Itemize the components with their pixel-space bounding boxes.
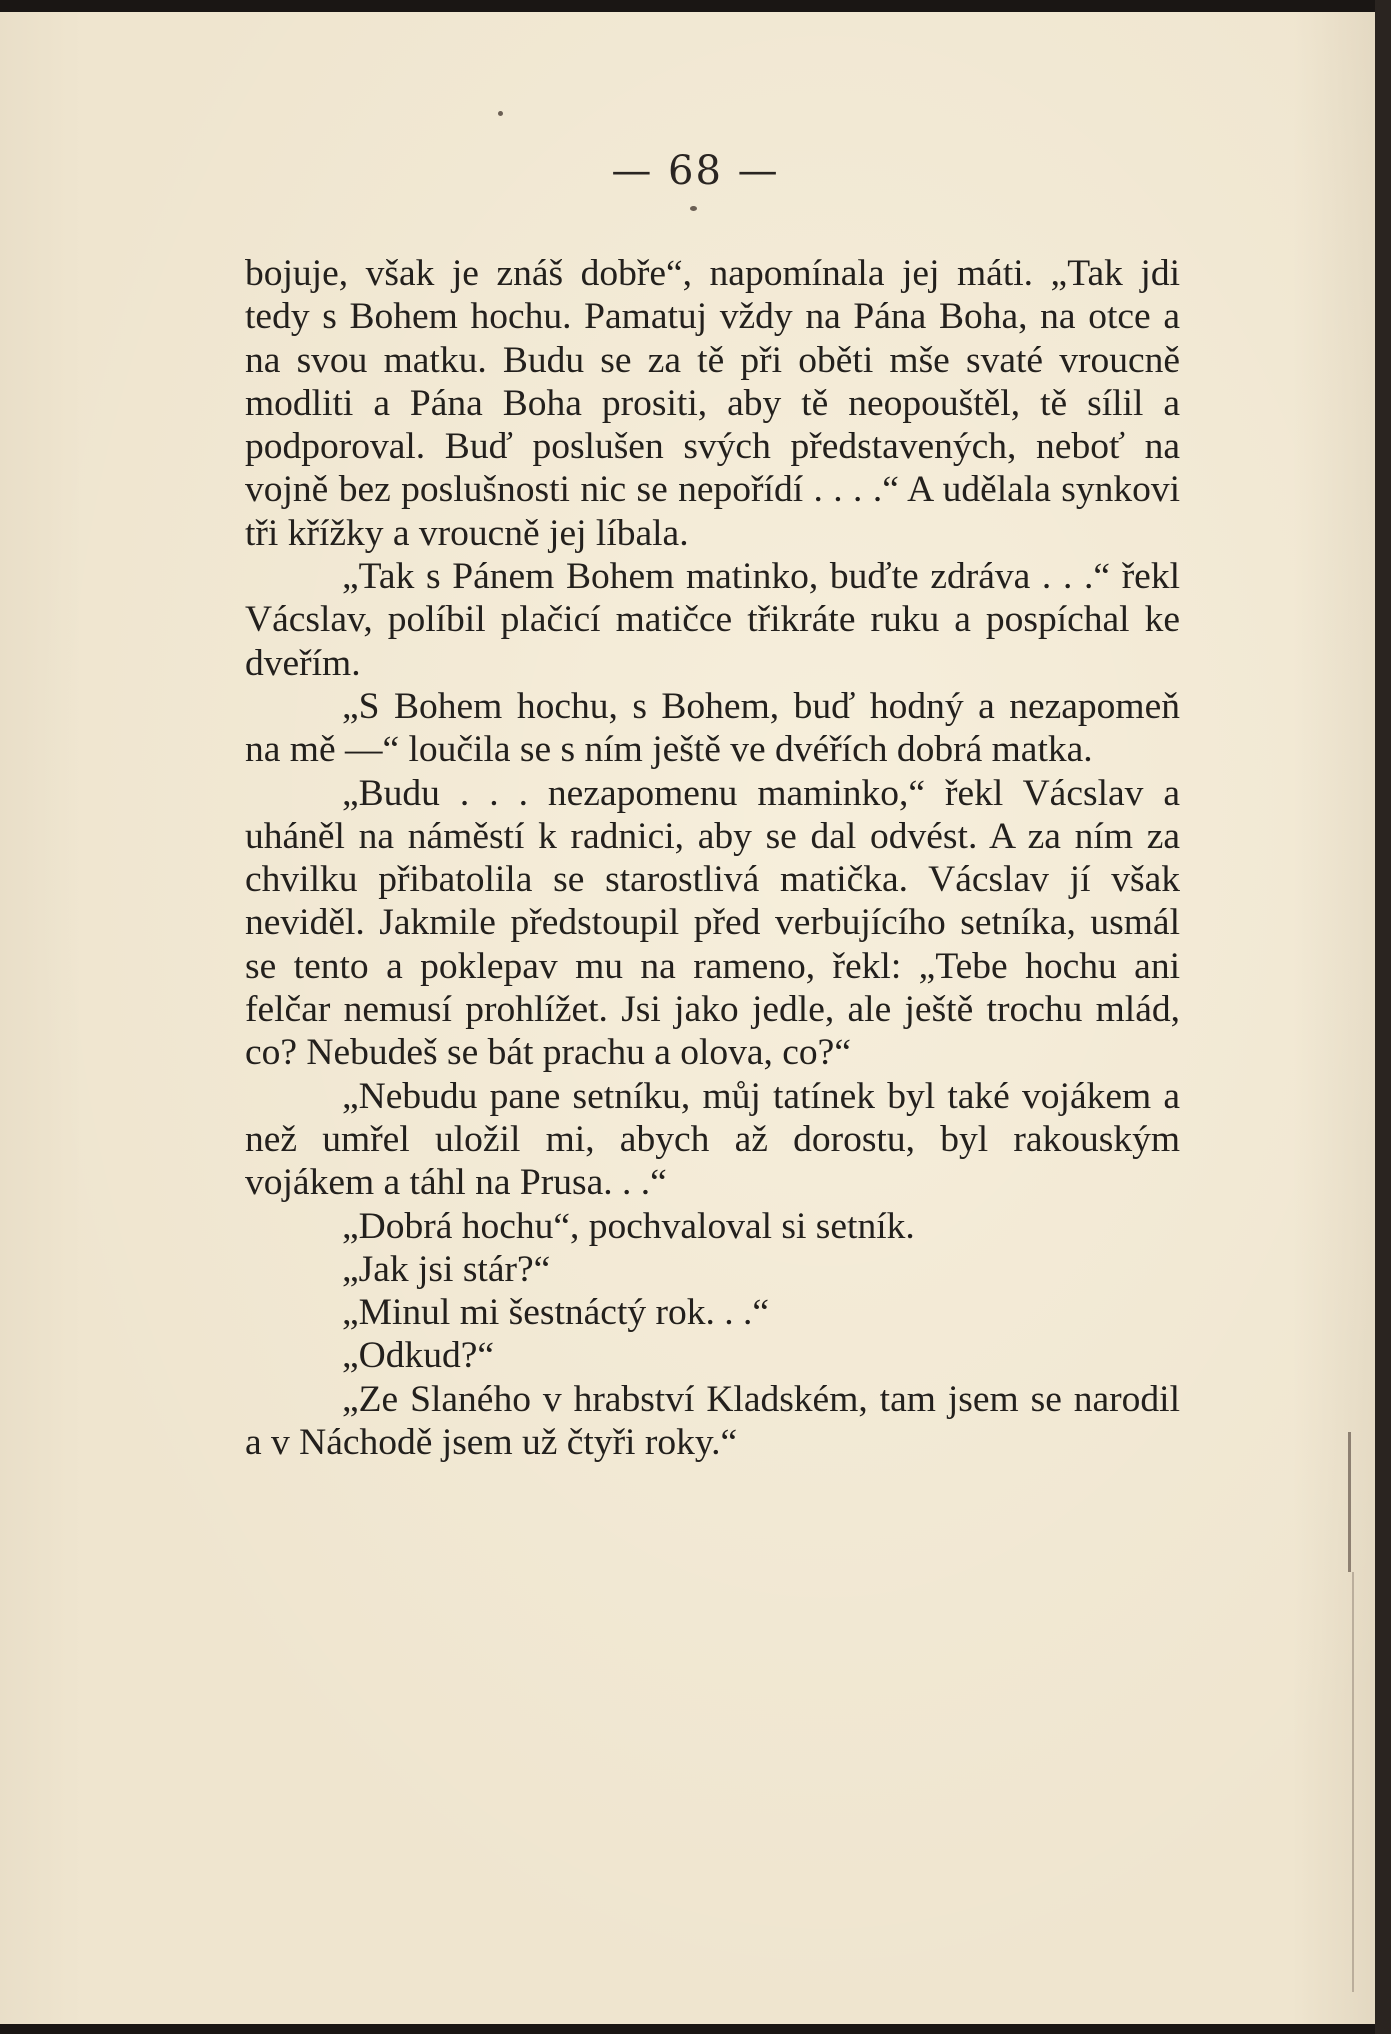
paragraph: „Ze Slaného v hrabství Kladském, tam jsem se narodil a v Náchodě jsem už čtyři roky.“ [245, 1378, 1180, 1464]
paragraph: „Dobrá hochu“, pochvaloval si setník. [342, 1205, 915, 1247]
body-text [245, 252, 1180, 1464]
paragraph: „S Bohem hochu, s Bohem, buď hodný a nezapomeň na mě —“ loučila se s ním ještě ve dvéřích dobrá matka. [245, 685, 1180, 771]
paragraph: „Budu . . . nezapomenu maminko,“ řekl Vácslav a uháněl na náměstí k radnici, aby se dal odvést. A za ním za chvilku přibatolila se starostlivá matička. Vácslav jí však neviděl. Jakmile předstoupil před verbujícího setníka, usmál se tento a poklepav mu na rameno, řekl: „Tebe hochu ani felčar nemusí prohlížet. Jsi jako jedle, ale ještě trochu mlád, co? Nebudeš se bát prachu a olova, co?“ [245, 772, 1180, 1074]
paragraph: „Nebudu pane setníku, můj tatínek byl také vojákem a než umřel uložil mi, abych až dorostu, byl rakouským vojákem a táhl na Prusa. . .“ [245, 1075, 1180, 1204]
page-edge-mark [1348, 1432, 1351, 1572]
ink-speck [498, 111, 503, 116]
paragraph: „Minul mi šestnáctý rok. . .“ [342, 1292, 770, 1334]
page-edge-mark [1352, 1572, 1354, 1992]
paragraph: „Tak s Pánem Bohem matinko, buďte zdráva . . .“ řekl Vácslav, políbil plačicí matičce třikráte ruku a pospíchal ke dveřím. [245, 556, 1180, 684]
paragraph: „Jak jsi stár?“ [342, 1248, 551, 1290]
ink-speck [690, 206, 697, 211]
paragraph: bojuje, však je znáš dobře“, napomínala jej máti. „Tak jdi tedy s Bohem hochu. Pamatuj vždy na Pána Boha, na otce a na svou matku. Budu se za tě při oběti mše svaté vroucně modliti a Pána Boha prositi, aby tě neopouštěl, tě sílil a podporoval. Buď poslušen svých představených, neboť na vojně bez poslušnosti nic se nepořídí . . . .“ A udělala synkovi tři křížky a vroucně jej líbala. [245, 253, 1180, 554]
paragraph: „Odkud?“ [342, 1335, 495, 1377]
binding-edge [1375, 0, 1391, 2034]
page-number: — 68 — [611, 148, 780, 194]
